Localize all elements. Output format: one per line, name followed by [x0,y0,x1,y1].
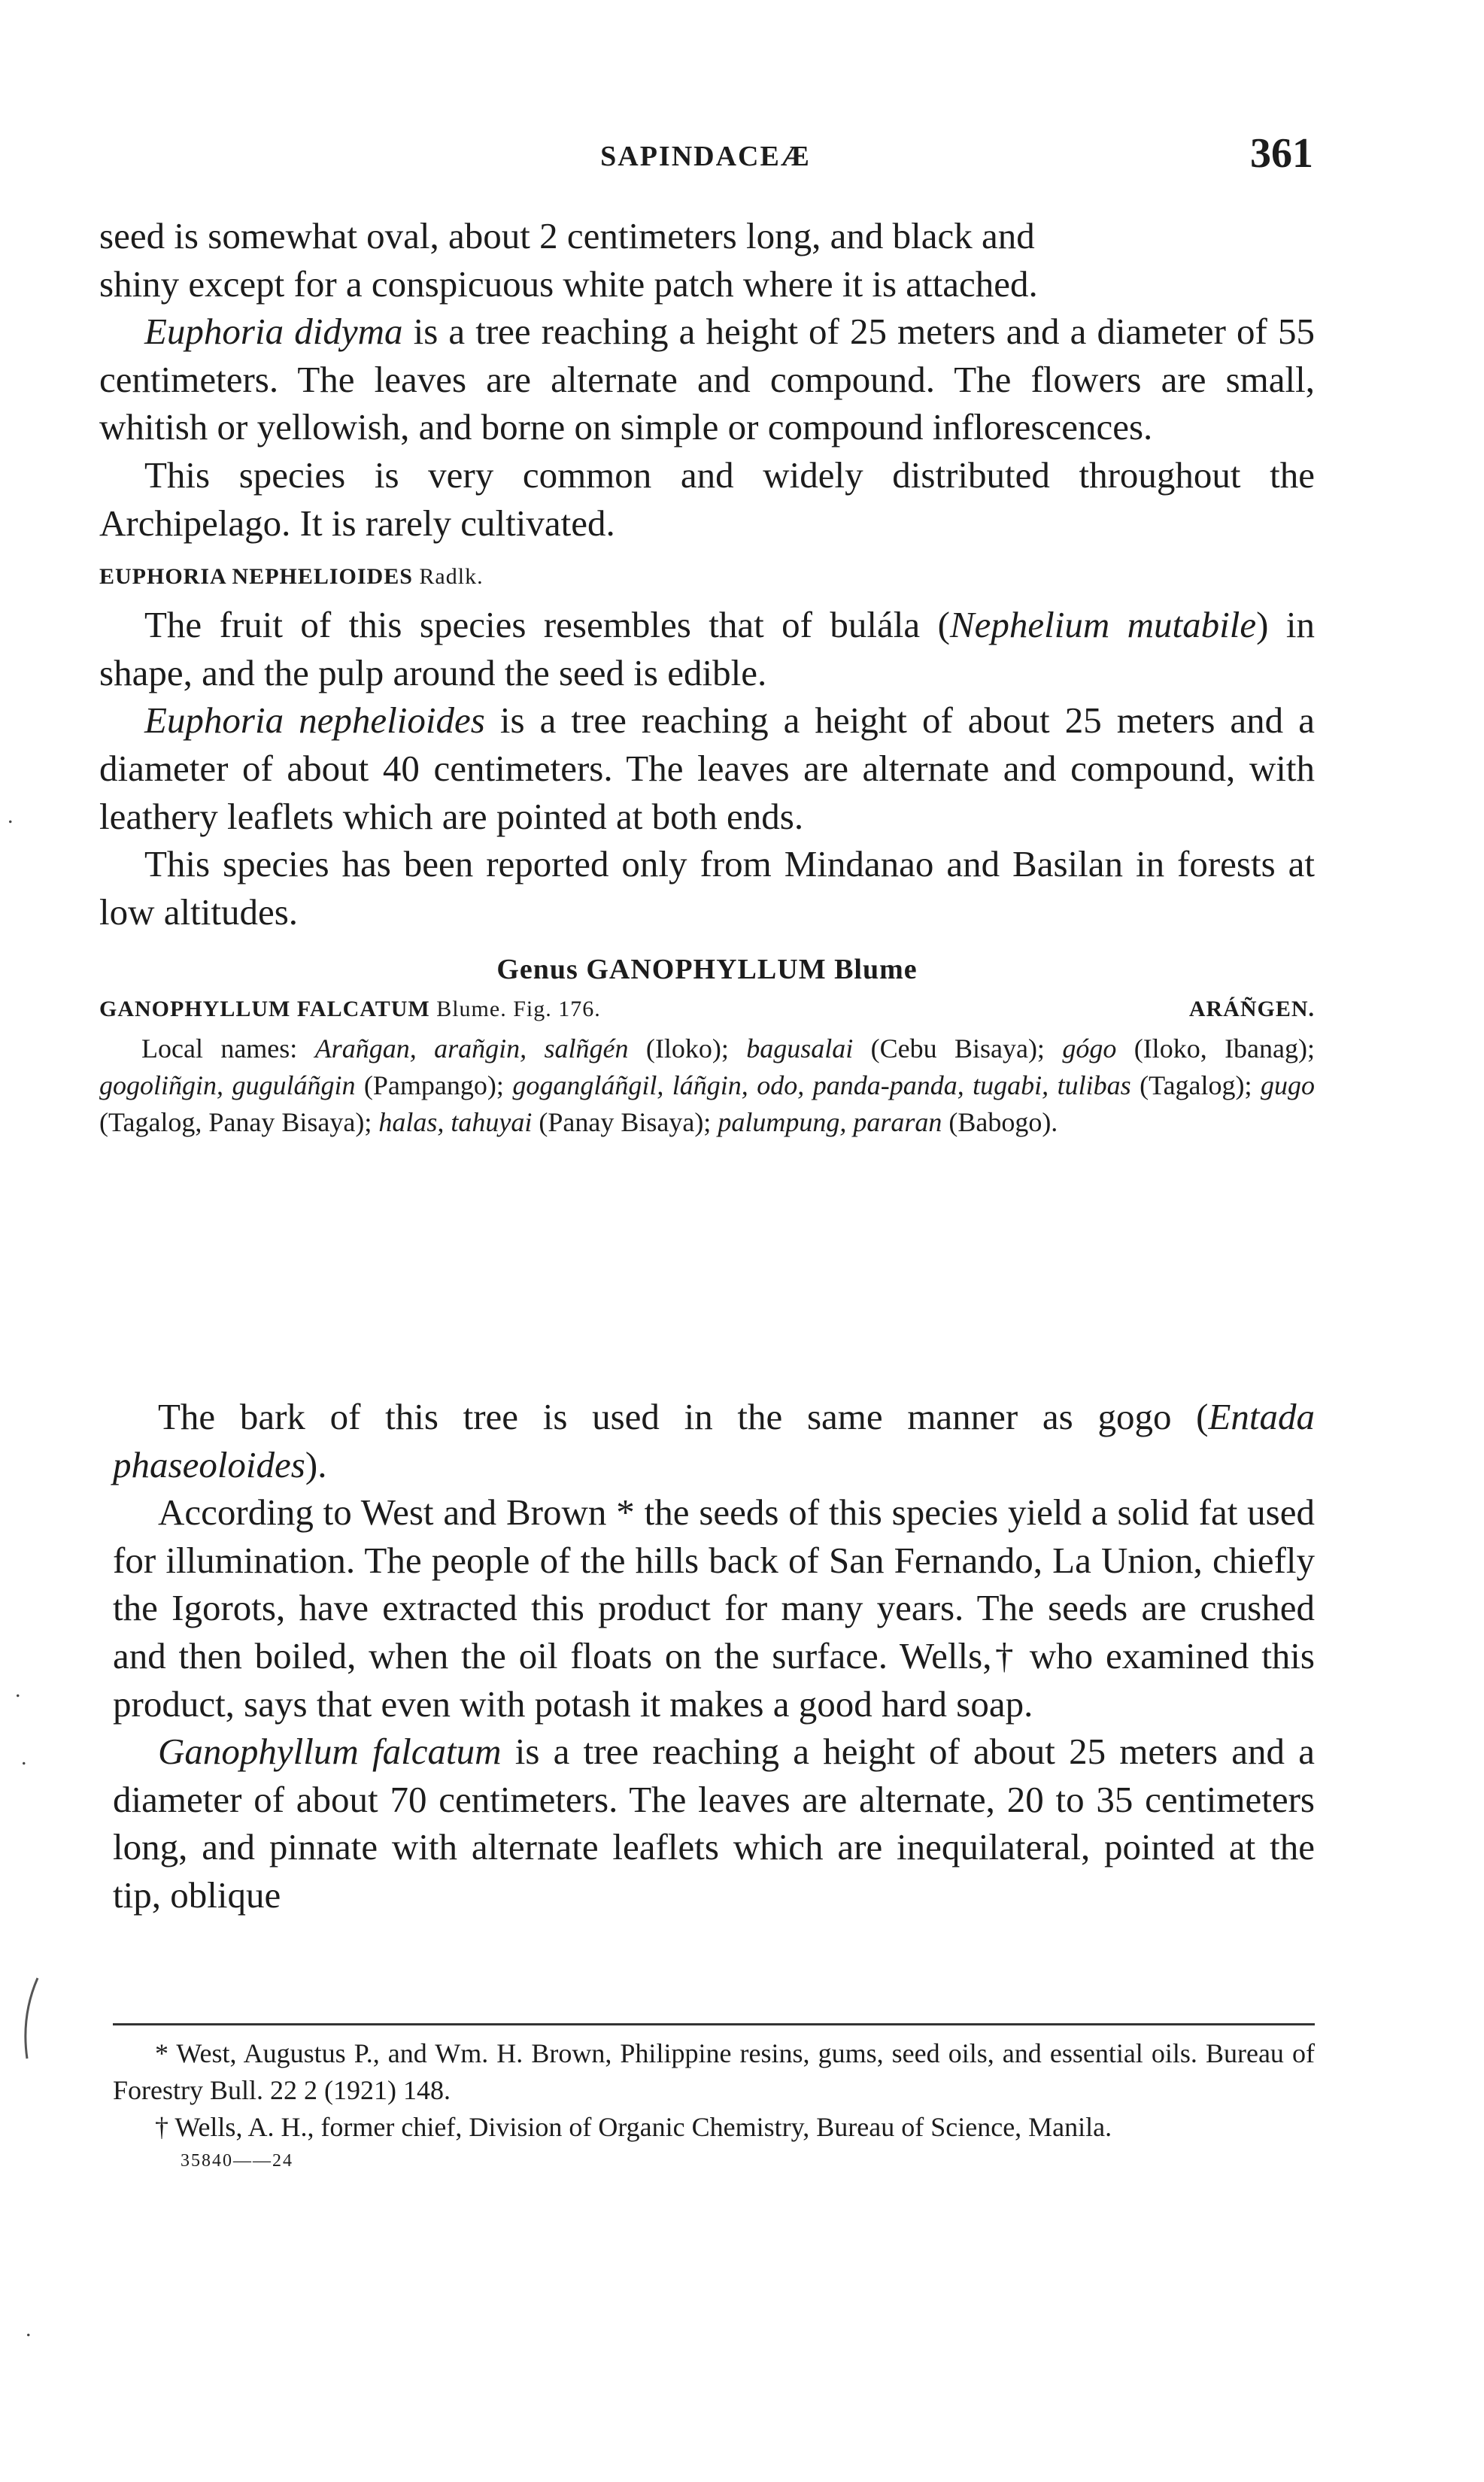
paragraph-euphoria-didyma: Euphoria didyma is a tree reaching a height of 25 meters and a diameter of 55 centimeters. The leaves are alternate and compound. The flowers are small, whitish or yellowish, and borne on simple or compound inflorescences. [99,311,1315,448]
paragraph-ganophyllum-falcatum: Ganophyllum falcatum is a tree reaching a height of about 25 meters and a diameter of about 70 centimeters. The leaves are alternate, 20 to 35 centimeters long, and pinnate with alternate leaflets which are inequilateral, pointed at the tip, oblique [113,1731,1315,1916]
common-name: ARÁÑGEN. [1188,997,1315,1022]
footnote-rule [113,2023,1315,2025]
page-number: 361 [1250,130,1313,177]
signature-mark: 35840——24 [181,2151,293,2171]
main-text-upper [99,212,1315,1141]
paragraph-seeds: According to West and Brown * the seeds of this species yield a solid fat used for illumination. The people of the hills back of San Fernando, La Union, chiefly the Igorots, have extracted this product for many years. The seeds are crushed and then boiled, when the oil floats on the surface. Wells,† who examined this product, says that even with potash it makes a good hard soap. [113,1491,1315,1725]
page-header [98,129,1313,182]
running-head: SAPINDACEÆ [600,141,811,172]
paragraph-euphoria-nephelioides: Euphoria nephelioides is a tree reaching a height of about 25 meters and a diameter of about 40 centimeters. The leaves are alternate and compound, with leathery leaflets which are pointed at both ends. [99,699,1315,837]
paragraph-bark: The bark of this tree is used in the same manner as gogo (Entada phaseoloides). [113,1396,1315,1485]
local-names: Local names: Arañgan, arañgin, salñgén (Iloko); bagusalai (Cebu Bisaya); gógo (Iloko, Ibanag); gogoliñgin, guguláñgin (Pampango); gogangláñgil, láñgin, odo, panda-panda, tugabi, tulibas (Tagalog); gugo (Tagalog, Panay Bisaya); halas, tahuyai (Panay Bisaya); palumpung, pararan (Babogo). [99,1033,1316,1138]
paragraph-distribution: This species is very common and widely distributed throughout the Archipelago. It is rarely cultivated. [99,454,1315,544]
species-heading-nephelioides: EUPHORIA NEPHELIOIDES Radlk. [99,564,484,590]
margin-specks: . [21,1745,27,1770]
footnotes [113,2035,1315,2146]
margin-pencil-stroke [15,1974,45,2065]
paragraph-habitat: This species has been reported only from Mindanao and Basilan in forests at low altitudes. [99,843,1315,933]
main-text-lower [113,1393,1315,1919]
margin-specks: . [15,1677,21,1702]
paragraph-fruit: The fruit of this species resembles that of bulála (Nephelium mutabile) in shape, and the pulp around the seed is edible. [99,604,1315,693]
paragraph-continued: seed is somewhat oval, about 2 centimeters long, and black and shiny except for a conspicuous white patch where it is attached. [99,215,1038,305]
margin-specks: . [26,2317,32,2341]
species-heading-falcatum: GANOPHYLLUM FALCATUM Blume. Fig. 176. ARÁÑGEN. [99,993,1315,1026]
footnote-west-brown: * West, Augustus P., and Wm. H. Brown, Philippine resins, gums, seed oils, and essential oils. Bureau of Forestry Bull. 22 2 (1921) 148. [113,2038,1315,2105]
genus-heading: Genus GANOPHYLLUM Blume [496,954,918,986]
margin-specks: . [8,803,14,828]
footnote-wells: † Wells, A. H., former chief, Division of Organic Chemistry, Bureau of Science, Manila. [155,2112,1112,2142]
